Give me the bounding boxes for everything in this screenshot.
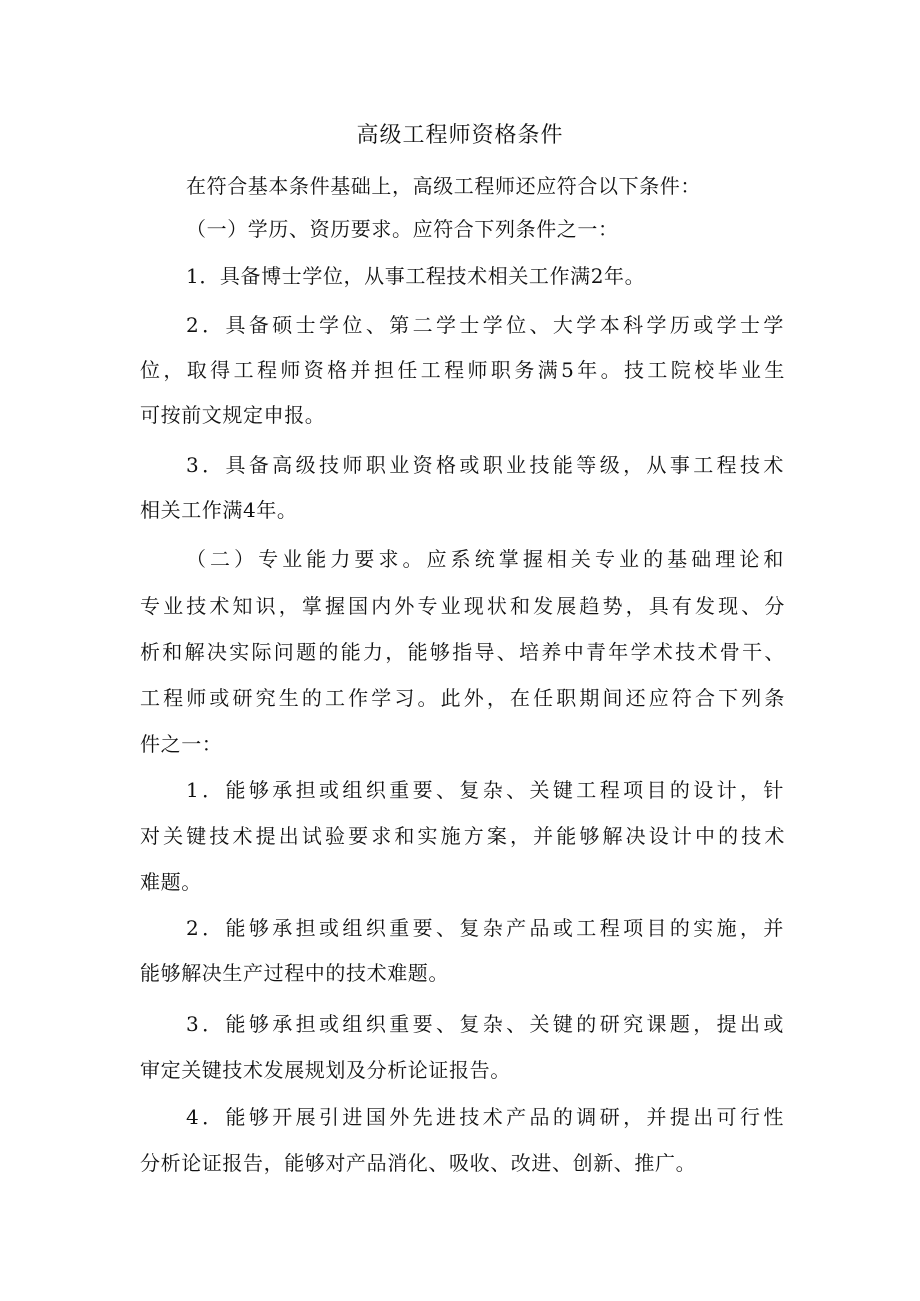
paragraph-line: 专业技术知识，掌握国内外专业现状和发展趋势，具有发现、分	[140, 594, 785, 618]
list-item-line: 对关键技术提出试验要求和实施方案，并能够解决设计中的技术	[140, 824, 785, 848]
list-item-line: 可按前文规定申报。	[140, 403, 326, 427]
intro-line: 在符合基本条件基础上，高级工程师还应符合以下条件：	[186, 174, 701, 198]
list-item-line: 难题。	[140, 870, 202, 894]
section-heading-education: （一）学历、资历要求。应符合下列条件之一：	[186, 217, 619, 241]
list-item-line: 相关工作满4年。	[140, 498, 298, 522]
list-item-line: 4．能够开展引进国外先进技术产品的调研，并提出可行性	[186, 1105, 784, 1129]
list-item-line: 1．能够承担或组织重要、复杂、关键工程项目的设计，针	[186, 778, 784, 802]
list-item-line: 分析论证报告，能够对产品消化、吸收、改进、创新、推广。	[140, 1151, 697, 1175]
list-item-line: 3．能够承担或组织重要、复杂、关键的研究课题，提出或	[186, 1012, 784, 1036]
paragraph-line: 件之一：	[140, 732, 223, 756]
list-item-line: 能够解决生产过程中的技术难题。	[140, 961, 449, 985]
list-item-line: 2．能够承担或组织重要、复杂产品或工程项目的实施，并	[186, 916, 784, 940]
list-item-line: 审定关键技术发展规划及分析论证报告。	[140, 1058, 511, 1082]
paragraph-line: 析和解决实际问题的能力，能够指导、培养中青年学术技术骨干、	[140, 640, 785, 664]
list-item-line: 1．具备博士学位，从事工程技术相关工作满2年。	[186, 264, 646, 288]
list-item-line: 位，取得工程师资格并担任工程师职务满5年。技工院校毕业生	[140, 358, 785, 382]
list-item-line: 2．具备硕士学位、第二学士学位、大学本科学历或学士学	[186, 313, 784, 337]
document-title: 高级工程师资格条件	[356, 123, 564, 148]
paragraph-line: 工程师或研究生的工作学习。此外，在任职期间还应符合下列条	[140, 686, 785, 710]
section-heading-ability: （二）专业能力要求。应系统掌握相关专业的基础理论和	[186, 547, 784, 571]
list-item-line: 3．具备高级技师职业资格或职业技能等级，从事工程技术	[186, 453, 784, 477]
